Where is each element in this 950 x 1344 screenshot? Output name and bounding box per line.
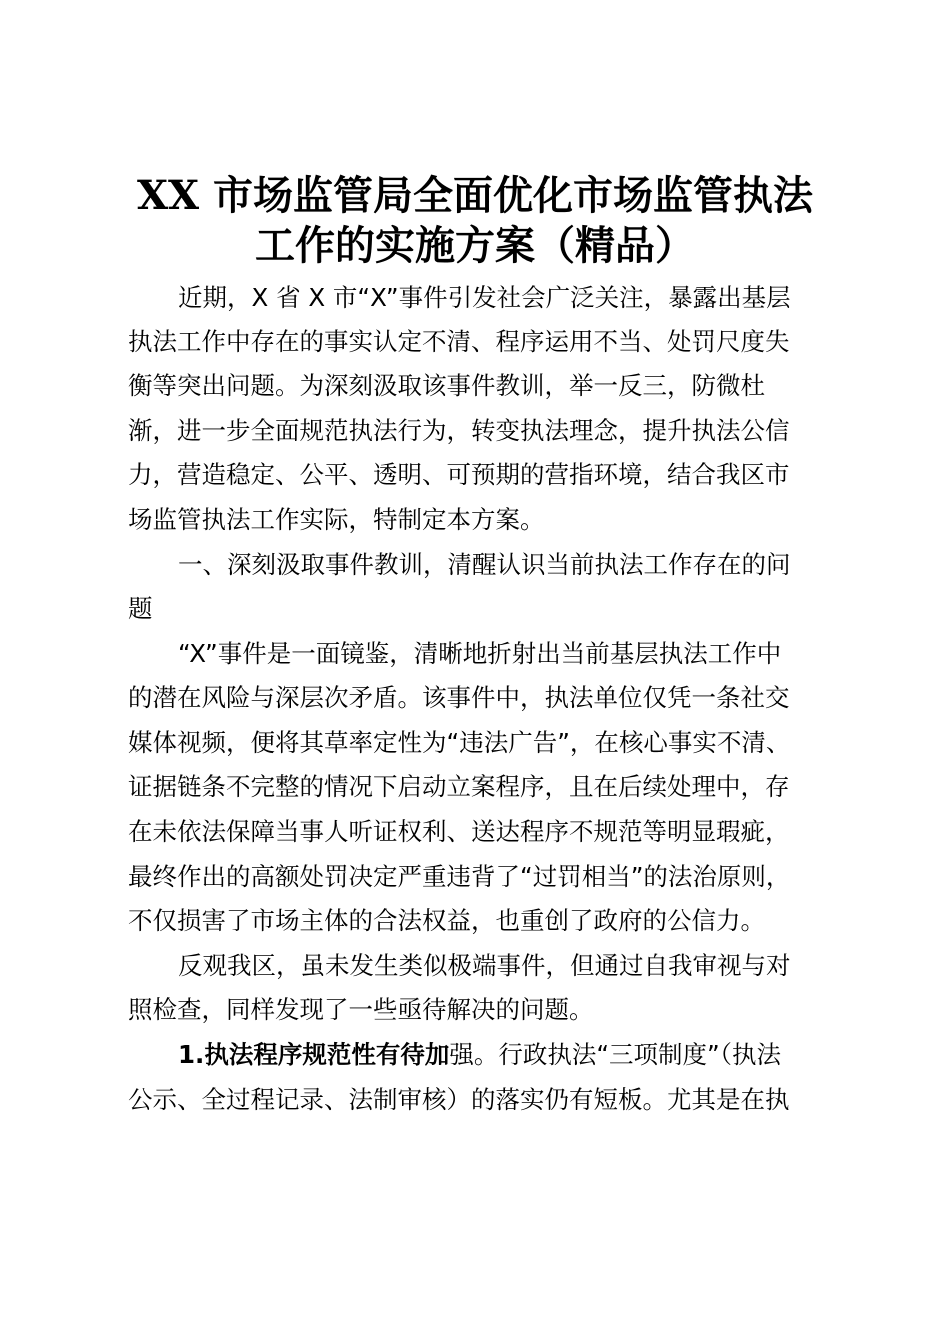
paragraph-line: 公示、全过程记录、法制审核）的落实仍有短板。尤其是在执: [128, 1085, 790, 1114]
paragraph-line: “X”事件是一面镜鉴，清晰地折射出当前基层执法工作中: [178, 639, 782, 668]
paragraph-line: 照检查，同样发现了一些亟待解决的问题。: [128, 995, 594, 1024]
subsection-text: 强。行政执法“三项制度”（执法: [449, 1040, 781, 1069]
paragraph-line: 证据链条不完整的情况下启动立案程序，且在后续处理中，存: [128, 772, 790, 801]
paragraph-line: 的潜在风险与深层次矛盾。该事件中，执法单位仅凭一条社交: [128, 683, 790, 712]
document-title-line-2: 工作的实施方案（精品）: [255, 222, 695, 269]
paragraph-line: 媒体视频，便将其草率定性为“违法广告”，在核心事实不清、: [128, 728, 791, 757]
subsection-heading: 1.执法程序规范性有待加: [178, 1040, 450, 1069]
subsection-line: [178, 1035, 878, 1075]
paragraph-line: 渐，进一步全面规范执法行为，转变执法理念，提升执法公信: [128, 416, 790, 445]
paragraph-line: 衡等突出问题。为深刻汲取该事件教训，举一反三，防微杜: [128, 371, 765, 400]
section-heading-line: 一、深刻汲取事件教训，清醒认识当前执法工作存在的问: [178, 550, 791, 579]
paragraph-line: 场监管执法工作实际，特制定本方案。: [128, 505, 545, 534]
paragraph-line: 执法工作中存在的事实认定不清、程序运用不当、处罚尺度失: [128, 327, 790, 356]
paragraph-line: 力，营造稳定、公平、透明、可预期的营指环境，结合我区市: [128, 460, 790, 489]
section-heading-line: 题: [128, 594, 153, 623]
paragraph-line: 反观我区，虽未发生类似极端事件，但通过自我审视与对: [178, 951, 791, 980]
paragraph-line: 在未依法保障当事人听证权利、送达程序不规范等明显瑕疵，: [128, 817, 790, 846]
paragraph-line: 近期，X 省 X 市“X”事件引发社会广泛关注，暴露出基层: [178, 283, 791, 312]
document-title-line-1: XX 市场监管局全面优化市场监管执法: [137, 172, 813, 219]
paragraph-line: 不仅损害了市场主体的合法权益，也重创了政府的公信力。: [128, 906, 765, 935]
paragraph-line: 最终作出的高额处罚决定严重违背了“过罚相当”的法治原则，: [128, 862, 791, 891]
